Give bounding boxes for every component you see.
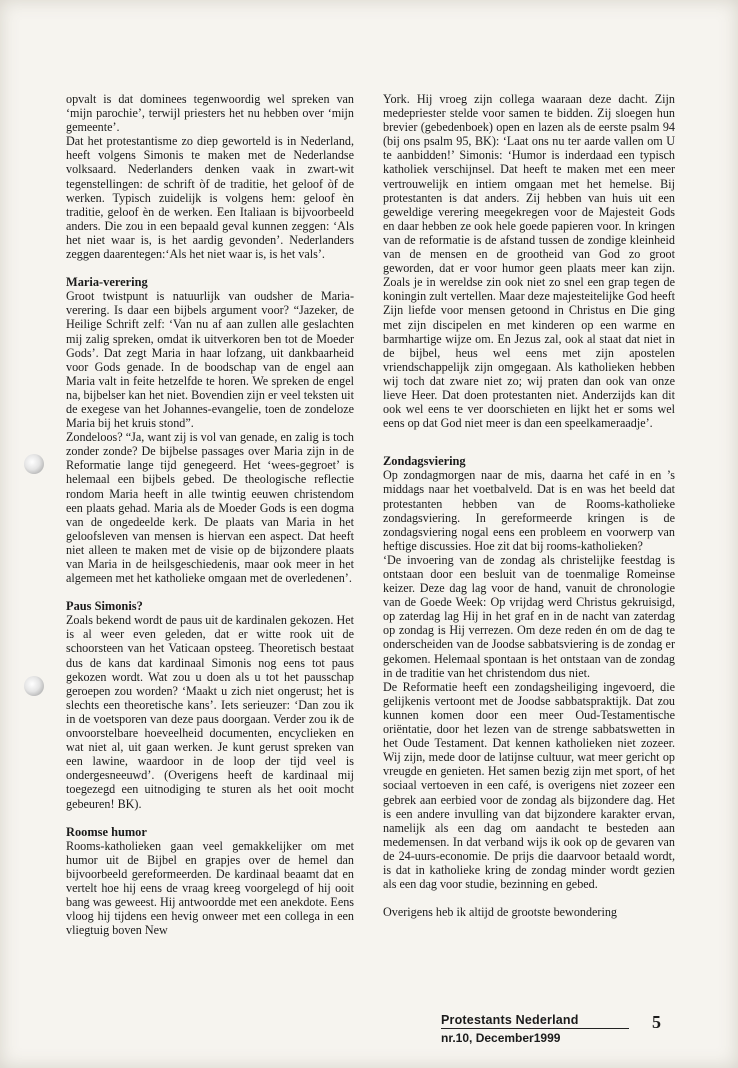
page-footer bbox=[441, 1013, 681, 1045]
section-heading: Zondagsviering bbox=[383, 454, 466, 469]
body-paragraph: Dat het protestantisme zo diep geworteld is in Nederland, heeft volgens Simonis te maken met de Nederlandse volksaard. Nederlanders denken vaak in zwart-wit tegenstellingen: de schrift òf de traditie, het geloof òf de werken. Typisch zuidelijk is volgens hem: geloof èn traditie, geloof èn de werken. Een Italiaan is bijvoorbeeld anders. Die zou in een bepaald geval kunnen zeggen: ‘Als het niet waar is, is het aardig gevonden’. Nederlanders zeggen daarentegen:‘Als het niet waar is, is het vals’. bbox=[66, 134, 354, 262]
paragraph-spacer bbox=[66, 261, 354, 275]
body-paragraph: opvalt is dat dominees tegenwoordig wel spreken van ‘mijn parochie’, terwijl priesters het nu hebben over ‘mijn gemeente’. bbox=[66, 92, 354, 135]
body-paragraph: ‘De invoering van de zondag als christelijke feestdag is ontstaan door een besluit van de toenmalige Romeinse keizer. Deze dag lag voor de hand, vanuit de chronologie van de Goede Week: Op vrijdag werd Christus gekruisigd, op zaterdag lag Hij in het graf en in de nacht van zaterdag op zondag is Hij verrezen. Om deze reden én om de dag te onderscheiden van de Joodse sabbatsviering is de zondag er gekomen. Helemaal spontaan is het ontstaan van de zondag in de traditie van het christendom dus niet. bbox=[383, 552, 675, 680]
right-text-column bbox=[383, 92, 675, 919]
left-text-column bbox=[66, 92, 354, 937]
body-paragraph: Rooms-katholieken gaan veel gemakkelijker om met humor uit de Bijbel en grapjes over de hemel dan bijvoorbeeld gereformeerden. De kardinaal beaamt dat en vertelt hoe hij eens de vraag kreeg voorgelegd of hij ooit bang was geweest. Hij antwoordde met een anekdote. Eens vloog hij tijdens een hevig onweer met een collega in een vliegtuig boven New bbox=[66, 838, 354, 938]
paragraph-spacer bbox=[383, 430, 675, 444]
page-number: 5 bbox=[652, 1012, 661, 1032]
paragraph-spacer bbox=[66, 585, 354, 599]
section-heading: Paus Simonis? bbox=[66, 599, 143, 614]
footer-rule bbox=[441, 1028, 629, 1029]
body-paragraph: Op zondagmorgen naar de mis, daarna het café in en ’s middags naar het voetbalveld. Dat is en was het beeld dat protestanten hebben van de Rooms-katholieke zondagsviering. In gereformeerde kringen is de zondagsviering nogal eens een probleem en voorwerp van heftige discussies. Hoe zit dat bij rooms-katholieken? bbox=[383, 468, 675, 553]
paragraph-spacer bbox=[383, 444, 675, 454]
section-heading: Roomse humor bbox=[66, 824, 147, 839]
punch-hole-top bbox=[24, 454, 44, 474]
paragraph-spacer bbox=[66, 811, 354, 825]
body-paragraph: Overigens heb ik altijd de grootste bewondering bbox=[383, 905, 617, 920]
body-paragraph: York. Hij vroeg zijn collega waaraan deze dacht. Zijn medepriester stelde voor samen te bidden. Zij sloegen hun brevier (gebedenboek) open en lazen als de eerste psalm 94 (bij ons psalm 95, BK): ‘Laat ons nu ter aarde vallen om U te aanbidden!’ Simonis: ‘Humor is inderdaad een typisch katholiek verschijnsel. Dat heeft te maken met een meer vertrouwelijk en intiem omgaan met het hemelse. Bij protestanten is dat anders. Zij hebben van huis uit een geweldige verering meegekregen voor de Majesteit Gods en daar hebben ze ook hele goede papieren voor. In kringen van de reformatie is de afstand tussen de zondige kleinheid van de mensen en de grootheid van God zo groot geworden, dat er voor humor geen plaats meer kan zijn. Zoals je in wereldse zin ook niet zo snel een grap tegen de koningin zult vertellen. Maar deze majesteitelijke God heeft Zijn liefde voor mensen getoond in Christus en Die ging met zijn discipelen en met kinderen op een warme en barmhartige wijze om. En Jezus zal, ook al staat dat niet in de bijbel, heus wel eens met zijn apostelen vriendschappelijk zijn omgegaan. Als katholieken hebben wij toch dat zware niet zo; wij praten dan ook van onze lieve Heer. Dat doen protestanten niet. Anderzijds kan dit ook wel eens te ver doorschieten en lijkt het er soms wel eens op dat God niet meer is dan een speelkameraadje’. bbox=[383, 92, 675, 431]
punch-hole-bottom bbox=[24, 676, 44, 696]
paragraph-spacer bbox=[383, 891, 675, 905]
body-paragraph: De Reformatie heeft een zondagsheiliging ingevoerd, die gelijkenis vertoont met de Joodse sabbatspraktijk. Dat zou kunnen komen door een meer Oud-Testamentische oriëntatie, door het lezen van de strenge sabbatswetten in het Oude Testament. Dat kennen katholieken niet zozeer. Wij zijn, mede door de latijnse cultuur, wat meer gericht op vreugde en genieten. Het samen bezig zijn met sport, of het sociaal vertoeven in een café, is overigens niet zozeer een gebrek aan eerbied voor de zondag als bijzondere dag. Het is een andere invulling van dat bijzondere karakter ervan, namelijk als een dag om aandacht te besteden aan medemensen. In dat verband wijs ik ook op de gevaren van de 24-uurs-economie. De prijs die daarvoor betaald wordt, is dat in katholieke kring de zondag minder wordt gezien als een dag voor studie, bezinning en gebed. bbox=[383, 679, 675, 892]
issue-label: nr.10, December1999 bbox=[441, 1031, 561, 1045]
body-paragraph: Zondeloos? “Ja, want zij is vol van genade, en zalig is toch zonder zonde? De bijbelse passages over Maria zijn in de Reformatie lange tijd genegeerd. Het ‘wees-gegroet’ is helemaal een bijbels gebed. De theologische reflectie rondom Maria heeft in alle twintig eeuwen christendom een plaats gehad. Maria als de Moeder Gods is een dogma van de ongedeelde kerk. De plaats van Maria in het geloofsleven van mensen is hiervan een aspect. Dat heeft niet alleen te maken met de visie op de bijzondere plaats van Maria in de heilsgeschiedenis, maar ook meer in het algemeen met het katholieke omgaan met de overledenen’. bbox=[66, 430, 354, 586]
body-paragraph: Zoals bekend wordt de paus uit de kardinalen gekozen. Het is al weer even geleden, dat er witte rook uit de schoorsteen van het Vaticaan opsteeg. Theoretisch bestaat dus de kans dat kardinaal Simonis nog eens tot paus gekozen wordt. Wat zou u doen als u tot het pausschap geroepen zou worden? ‘Maakt u zich niet ongerust; het is slechts een theoretische kans’. Iets serieuzer: ‘Dan zou ik in de voetsporen van deze paus doorgaan. Verder zou ik de onvoorstelbare hoeveelheid documenten, encyclieken en wat niet al, uit gaan werken. Je kunt gerust spreken van een lawine, waardoor in de loop der tijd veel is ondergesneeuwd’. (Overigens heeft de kardinaal mij toegezegd een uitnodiging te sturen als het ooit mocht gebeuren! BK). bbox=[66, 613, 354, 811]
body-paragraph: Groot twistpunt is natuurlijk van oudsher de Maria-verering. Is daar een bijbels argument voor? “Jazeker, de Heilige Schrift zelf: ‘Van nu af aan zullen alle geslachten mij zalig spreken, omdat ik uitverkoren ben tot de Moeder Gods’. Dat zegt Maria in haar lofzang, uit dankbaarheid voor Gods genade. In de boodschap van de engel aan Maria valt in feite hetzelfde te horen. We spreken de engel na, bijbelser kan het niet. Bovendien zijn er veel teksten uit de exegese van het Johannes-evangelie, toen de zondeloze Maria bij het kruis stond”. bbox=[66, 289, 354, 431]
section-heading: Maria-verering bbox=[66, 275, 148, 290]
publication-name: Protestants Nederland bbox=[441, 1013, 579, 1027]
